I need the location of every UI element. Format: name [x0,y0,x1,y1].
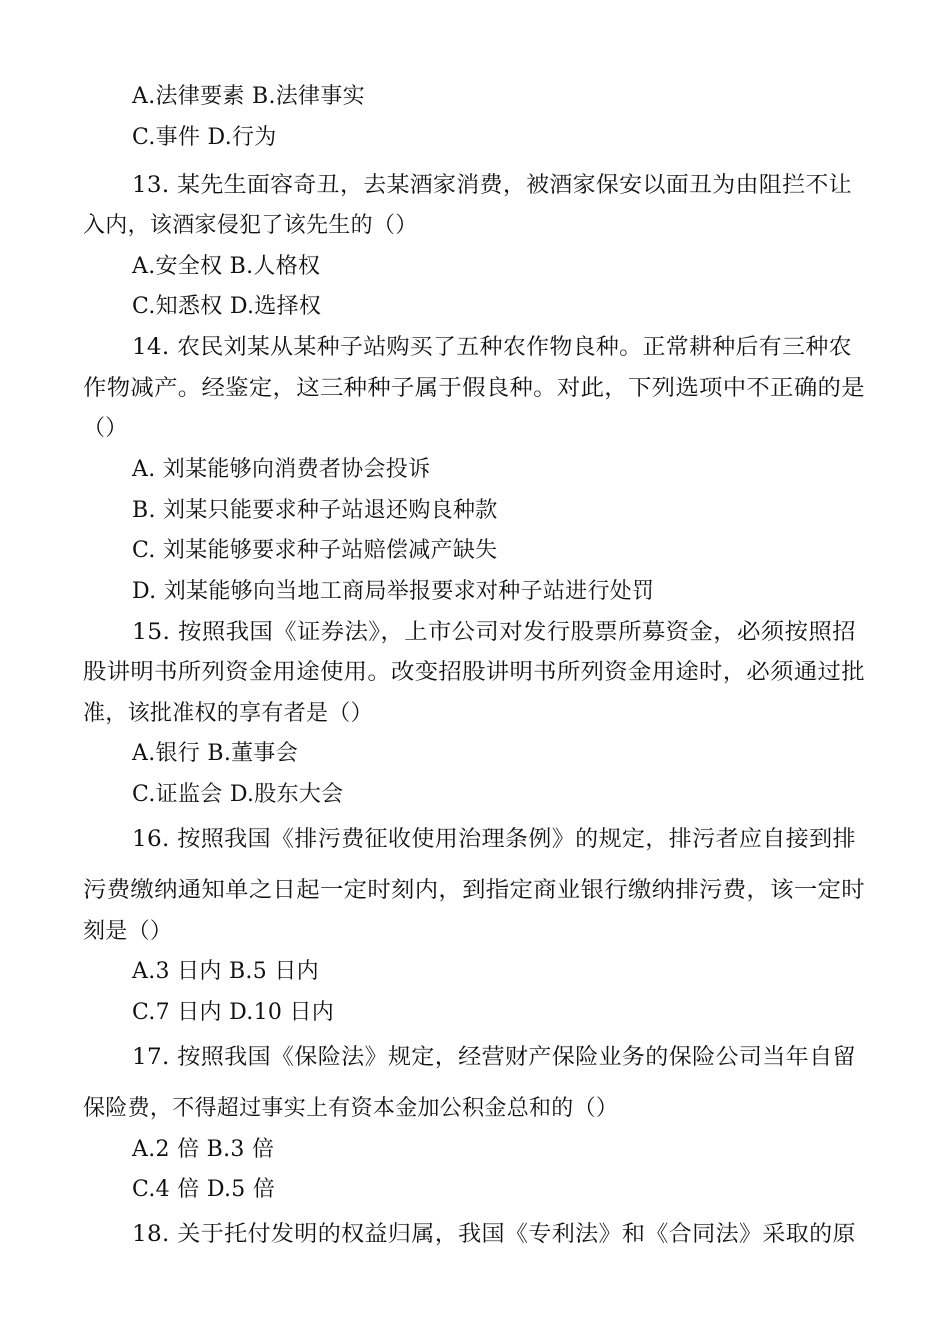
q17-options-line2: C.4 倍 D.5 倍 [132,1177,276,1202]
q15-options-line1: A.银行 B.董事会 [132,741,299,766]
q13-options-line1: A.安全权 B.人格权 [132,254,321,279]
q13-stem-line1: 13. 某先生面容奇丑，去某酒家消费，被酒家保安以面丑为由阻拦不让 [132,173,852,198]
q13-stem-line2: 入内，该酒家侵犯了该先生的（） [83,213,418,238]
q16-options-line2: C.7 日内 D.10 日内 [132,1000,335,1025]
q14-option-c: C. 刘某能够要求种子站赔偿减产缺失 [132,538,498,563]
q15-stem-line1: 15. 按照我国《证券法》，上市公司对发行股票所募资金，必须按照招 [132,620,856,645]
q14-option-a: A. 刘某能够向消费者协会投诉 [132,457,431,482]
q16-stem-line3: 刻是（） [83,919,173,944]
q15-stem-line2: 股讲明书所列资金用途使用。改变招股讲明书所列资金用途时，必须通过批 [83,660,865,685]
q14-stem-line2: 作物减产。经鉴定，这三种种子属于假良种。对此，下列选项中不正确的是 [83,376,865,401]
q16-options-line1: A.3 日内 B.5 日内 [132,959,319,984]
q15-options-line2: C.证监会 D.股东大会 [132,782,344,807]
q17-stem-line2: 保险费，不得超过事实上有资本金加公积金总和的（） [83,1096,619,1121]
q12-options-line1: A.法律要素 B.法律事实 [132,84,365,109]
q16-stem-line2: 污费缴纳通知单之日起一定时刻内，到指定商业银行缴纳排污费，该一定时 [83,878,865,903]
q14-stem-line1: 14. 农民刘某从某种子站购买了五种农作物良种。正常耕种后有三种农 [132,335,852,360]
q14-stem-line3: （） [83,416,128,441]
q17-stem-line1: 17. 按照我国《保险法》规定，经营财产保险业务的保险公司当年自留 [132,1045,856,1070]
q13-options-line2: C.知悉权 D.选择权 [132,294,322,319]
q14-option-b: B. 刘某只能要求种子站退还购良种款 [132,498,498,523]
q15-stem-line3: 准，该批准权的享有者是（） [83,701,373,726]
q16-stem-line1: 16. 按照我国《排污费征收使用治理条例》的规定，排污者应自接到排 [132,827,856,852]
q17-options-line1: A.2 倍 B.3 倍 [132,1137,275,1162]
q14-option-d: D. 刘某能够向当地工商局举报要求对种子站进行处罚 [132,579,655,604]
q12-options-line2: C.事件 D.行为 [132,125,277,150]
q18-stem-line1: 18. 关于托付发明的权益归属，我国《专利法》和《合同法》采取的原 [132,1222,856,1247]
